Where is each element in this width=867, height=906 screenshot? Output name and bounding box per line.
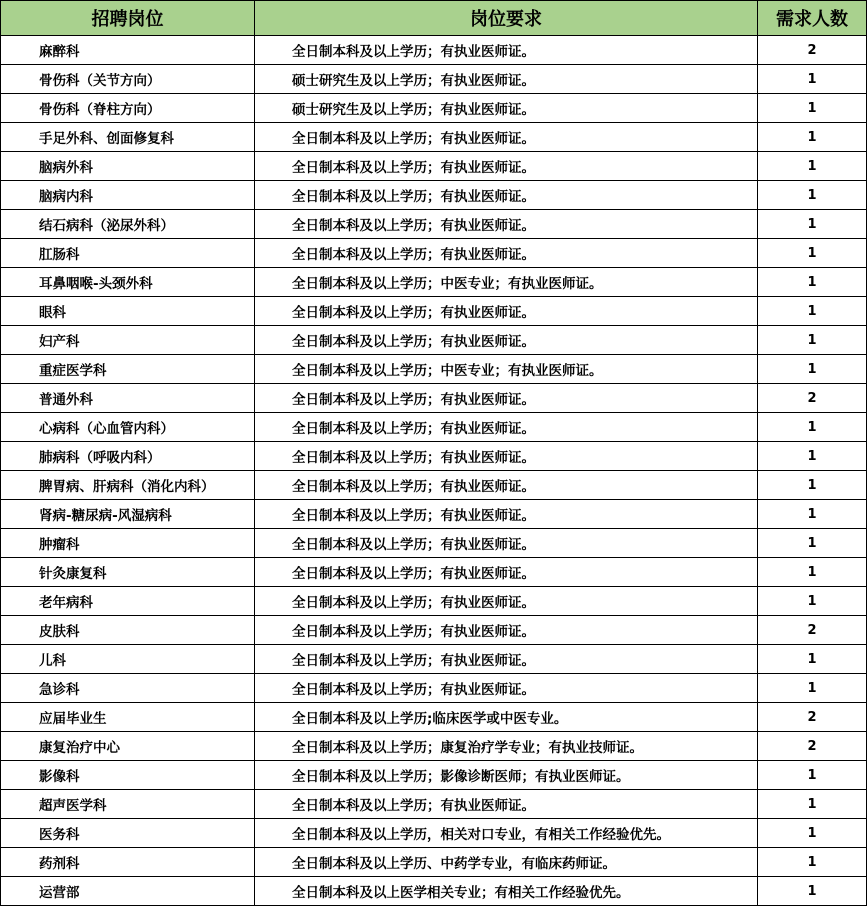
requirements-cell: 全日制本科及以上学历；有执业医师证。 bbox=[255, 558, 758, 587]
count-cell: 2 bbox=[758, 732, 867, 761]
requirements-cell: 全日制本科及以上学历；有执业医师证。 bbox=[255, 529, 758, 558]
count-cell: 2 bbox=[758, 616, 867, 645]
table-row bbox=[1, 413, 867, 442]
position-cell: 结石病科（泌尿外科） bbox=[1, 210, 255, 239]
requirements-cell: 全日制本科及以上学历；有执业医师证。 bbox=[255, 500, 758, 529]
table-row bbox=[1, 877, 867, 906]
requirements-cell: 硕士研究生及以上学历；有执业医师证。 bbox=[255, 65, 758, 94]
position-cell: 麻醉科 bbox=[1, 36, 255, 65]
position-cell: 心病科（心血管内科） bbox=[1, 413, 255, 442]
requirements-cell: 全日制本科及以上学历；有执业医师证。 bbox=[255, 297, 758, 326]
count-cell: 1 bbox=[758, 848, 867, 877]
table-row bbox=[1, 36, 867, 65]
requirements-cell: 全日制本科及以上学历；有执业医师证。 bbox=[255, 790, 758, 819]
table-row bbox=[1, 703, 867, 732]
count-cell: 2 bbox=[758, 36, 867, 65]
table-row bbox=[1, 819, 867, 848]
table-header bbox=[1, 1, 867, 36]
position-cell: 超声医学科 bbox=[1, 790, 255, 819]
position-cell: 急诊科 bbox=[1, 674, 255, 703]
position-cell: 应届毕业生 bbox=[1, 703, 255, 732]
table-row bbox=[1, 732, 867, 761]
table-row bbox=[1, 790, 867, 819]
count-cell: 2 bbox=[758, 703, 867, 732]
count-cell: 1 bbox=[758, 587, 867, 616]
position-cell: 肿瘤科 bbox=[1, 529, 255, 558]
requirements-cell: 全日制本科及以上学历；有执业医师证。 bbox=[255, 239, 758, 268]
table-row bbox=[1, 210, 867, 239]
count-cell: 1 bbox=[758, 326, 867, 355]
table-row bbox=[1, 239, 867, 268]
position-cell: 普通外科 bbox=[1, 384, 255, 413]
position-cell: 眼科 bbox=[1, 297, 255, 326]
table-row bbox=[1, 123, 867, 152]
count-cell: 1 bbox=[758, 529, 867, 558]
count-cell: 2 bbox=[758, 384, 867, 413]
header-row bbox=[1, 1, 867, 36]
position-cell: 老年病科 bbox=[1, 587, 255, 616]
requirements-cell: 全日制本科及以上学历；有执业医师证。 bbox=[255, 471, 758, 500]
requirements-cell: 全日制本科及以上学历；有执业医师证。 bbox=[255, 36, 758, 65]
requirements-cell: 全日制本科及以上学历、中药学专业，有临床药师证。 bbox=[255, 848, 758, 877]
requirements-cell: 全日制本科及以上学历；有执业医师证。 bbox=[255, 152, 758, 181]
table-row bbox=[1, 616, 867, 645]
table-row bbox=[1, 558, 867, 587]
header-position: 招聘岗位 bbox=[1, 1, 255, 36]
table-row bbox=[1, 268, 867, 297]
table-row bbox=[1, 152, 867, 181]
requirements-cell: 全日制本科及以上学历；有执业医师证。 bbox=[255, 326, 758, 355]
count-cell: 1 bbox=[758, 123, 867, 152]
position-cell: 儿科 bbox=[1, 645, 255, 674]
position-cell: 手足外科、创面修复科 bbox=[1, 123, 255, 152]
table-row bbox=[1, 848, 867, 877]
position-cell: 药剂科 bbox=[1, 848, 255, 877]
table-row bbox=[1, 471, 867, 500]
position-cell: 肺病科（呼吸内科） bbox=[1, 442, 255, 471]
count-cell: 1 bbox=[758, 790, 867, 819]
count-cell: 1 bbox=[758, 645, 867, 674]
position-cell: 脾胃病、肝病科（消化内科） bbox=[1, 471, 255, 500]
position-cell: 脑病内科 bbox=[1, 181, 255, 210]
requirements-cell: 全日制本科及以上学历；有执业医师证。 bbox=[255, 210, 758, 239]
table-row bbox=[1, 181, 867, 210]
table-row bbox=[1, 355, 867, 384]
requirements-cell: 全日制本科及以上学历；有执业医师证。 bbox=[255, 442, 758, 471]
requirements-cell: 全日制本科及以上学历；有执业医师证。 bbox=[255, 413, 758, 442]
header-count: 需求人数 bbox=[758, 1, 867, 36]
position-cell: 肛肠科 bbox=[1, 239, 255, 268]
requirements-cell: 全日制本科及以上学历；有执业医师证。 bbox=[255, 587, 758, 616]
count-cell: 1 bbox=[758, 674, 867, 703]
position-cell: 骨伤科（关节方向） bbox=[1, 65, 255, 94]
requirements-cell: 全日制本科及以上医学相关专业；有相关工作经验优先。 bbox=[255, 877, 758, 906]
position-cell: 针灸康复科 bbox=[1, 558, 255, 587]
count-cell: 1 bbox=[758, 94, 867, 123]
count-cell: 1 bbox=[758, 761, 867, 790]
table-row bbox=[1, 442, 867, 471]
count-cell: 1 bbox=[758, 268, 867, 297]
count-cell: 1 bbox=[758, 500, 867, 529]
count-cell: 1 bbox=[758, 181, 867, 210]
count-cell: 1 bbox=[758, 877, 867, 906]
table-row bbox=[1, 65, 867, 94]
table-row bbox=[1, 645, 867, 674]
count-cell: 1 bbox=[758, 210, 867, 239]
table-body bbox=[1, 36, 867, 906]
position-cell: 皮肤科 bbox=[1, 616, 255, 645]
position-cell: 康复治疗中心 bbox=[1, 732, 255, 761]
count-cell: 1 bbox=[758, 819, 867, 848]
position-cell: 骨伤科（脊柱方向） bbox=[1, 94, 255, 123]
position-cell: 医务科 bbox=[1, 819, 255, 848]
requirements-cell: 全日制本科及以上学历；影像诊断医师；有执业医师证。 bbox=[255, 761, 758, 790]
count-cell: 1 bbox=[758, 471, 867, 500]
table-row bbox=[1, 384, 867, 413]
table-row bbox=[1, 94, 867, 123]
count-cell: 1 bbox=[758, 297, 867, 326]
requirements-cell: 全日制本科及以上学历;临床医学或中医专业。 bbox=[255, 703, 758, 732]
header-requirements: 岗位要求 bbox=[255, 1, 758, 36]
table-row bbox=[1, 500, 867, 529]
requirements-cell: 全日制本科及以上学历；康复治疗学专业；有执业技师证。 bbox=[255, 732, 758, 761]
count-cell: 1 bbox=[758, 239, 867, 268]
requirements-cell: 全日制本科及以上学历；有执业医师证。 bbox=[255, 674, 758, 703]
count-cell: 1 bbox=[758, 558, 867, 587]
requirements-cell: 全日制本科及以上学历；中医专业；有执业医师证。 bbox=[255, 268, 758, 297]
requirements-cell: 全日制本科及以上学历；有执业医师证。 bbox=[255, 181, 758, 210]
position-cell: 运营部 bbox=[1, 877, 255, 906]
position-cell: 重症医学科 bbox=[1, 355, 255, 384]
position-cell: 妇产科 bbox=[1, 326, 255, 355]
requirements-cell: 全日制本科及以上学历；有执业医师证。 bbox=[255, 123, 758, 152]
requirements-cell: 全日制本科及以上学历；中医专业；有执业医师证。 bbox=[255, 355, 758, 384]
requirements-cell: 全日制本科及以上学历；有执业医师证。 bbox=[255, 384, 758, 413]
count-cell: 1 bbox=[758, 442, 867, 471]
requirements-cell: 全日制本科及以上学历；有执业医师证。 bbox=[255, 645, 758, 674]
table-row bbox=[1, 761, 867, 790]
position-cell: 影像科 bbox=[1, 761, 255, 790]
count-cell: 1 bbox=[758, 355, 867, 384]
count-cell: 1 bbox=[758, 152, 867, 181]
requirements-cell: 全日制本科及以上学历，相关对口专业，有相关工作经验优先。 bbox=[255, 819, 758, 848]
table-row bbox=[1, 529, 867, 558]
table-row bbox=[1, 674, 867, 703]
position-cell: 脑病外科 bbox=[1, 152, 255, 181]
position-cell: 耳鼻咽喉-头颈外科 bbox=[1, 268, 255, 297]
table-row bbox=[1, 587, 867, 616]
requirements-cell: 全日制本科及以上学历；有执业医师证。 bbox=[255, 616, 758, 645]
table-row bbox=[1, 326, 867, 355]
requirements-cell: 硕士研究生及以上学历；有执业医师证。 bbox=[255, 94, 758, 123]
count-cell: 1 bbox=[758, 413, 867, 442]
position-cell: 肾病-糖尿病-风湿病科 bbox=[1, 500, 255, 529]
table-row bbox=[1, 297, 867, 326]
count-cell: 1 bbox=[758, 65, 867, 94]
